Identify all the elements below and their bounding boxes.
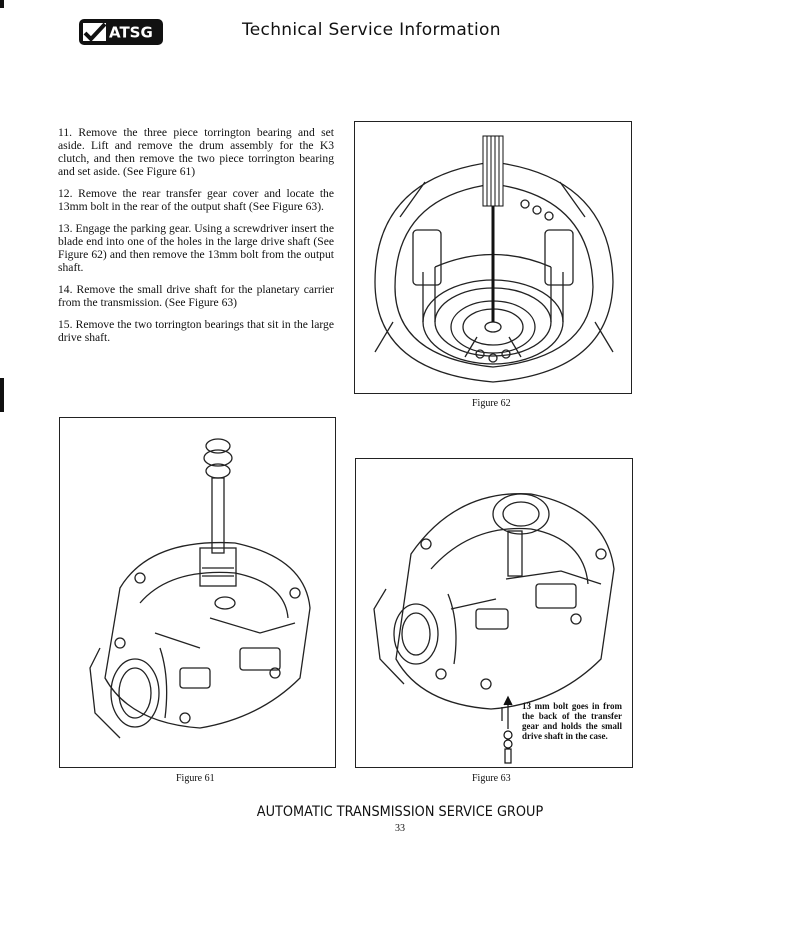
logo-text: ATSG xyxy=(109,23,153,42)
figure-61-caption: Figure 61 xyxy=(176,773,215,784)
page-edge-mark-top xyxy=(0,0,4,8)
atsg-logo xyxy=(78,18,164,46)
footer-title: AUTOMATIC TRANSMISSION SERVICE GROUP xyxy=(256,804,544,820)
page-number: 33 xyxy=(395,823,405,834)
page-title: Technical Service Information xyxy=(242,20,501,40)
step-14: 14. Remove the small drive shaft for the planetary carrier from the transmission. (See Figure 63) xyxy=(58,282,334,309)
figure-61-illustration xyxy=(60,418,335,767)
figure-63-bolt-note: 13 mm bolt goes in from the back of the transfer gear and holds the small drive shaft in the case. xyxy=(522,701,622,741)
figure-62-illustration xyxy=(355,122,631,393)
figure-63-caption: Figure 63 xyxy=(472,773,511,784)
page-edge-mark-bottom xyxy=(0,378,4,412)
step-13: 13. Engage the parking gear. Using a screwdriver insert the blade end into one of the holes in the large drive shaft (See Figure 62) and then remove the 13mm bolt from the output shaft. xyxy=(58,221,334,274)
figure-61-frame xyxy=(59,417,336,768)
step-12: 12. Remove the rear transfer gear cover and locate the 13mm bolt in the rear of the output shaft (See Figure 63). xyxy=(58,186,334,213)
procedure-steps xyxy=(58,126,334,353)
figure-62-caption: Figure 62 xyxy=(472,398,511,409)
figure-62-frame xyxy=(354,121,632,394)
step-15: 15. Remove the two torrington bearings that sit in the large drive shaft. xyxy=(58,317,334,344)
step-11: 11. Remove the three piece torrington bearing and set aside. Lift and remove the drum assembly for the K3 clutch, and then remove the two piece torrington bearing and set aside. (See Figure 61) xyxy=(58,126,334,178)
